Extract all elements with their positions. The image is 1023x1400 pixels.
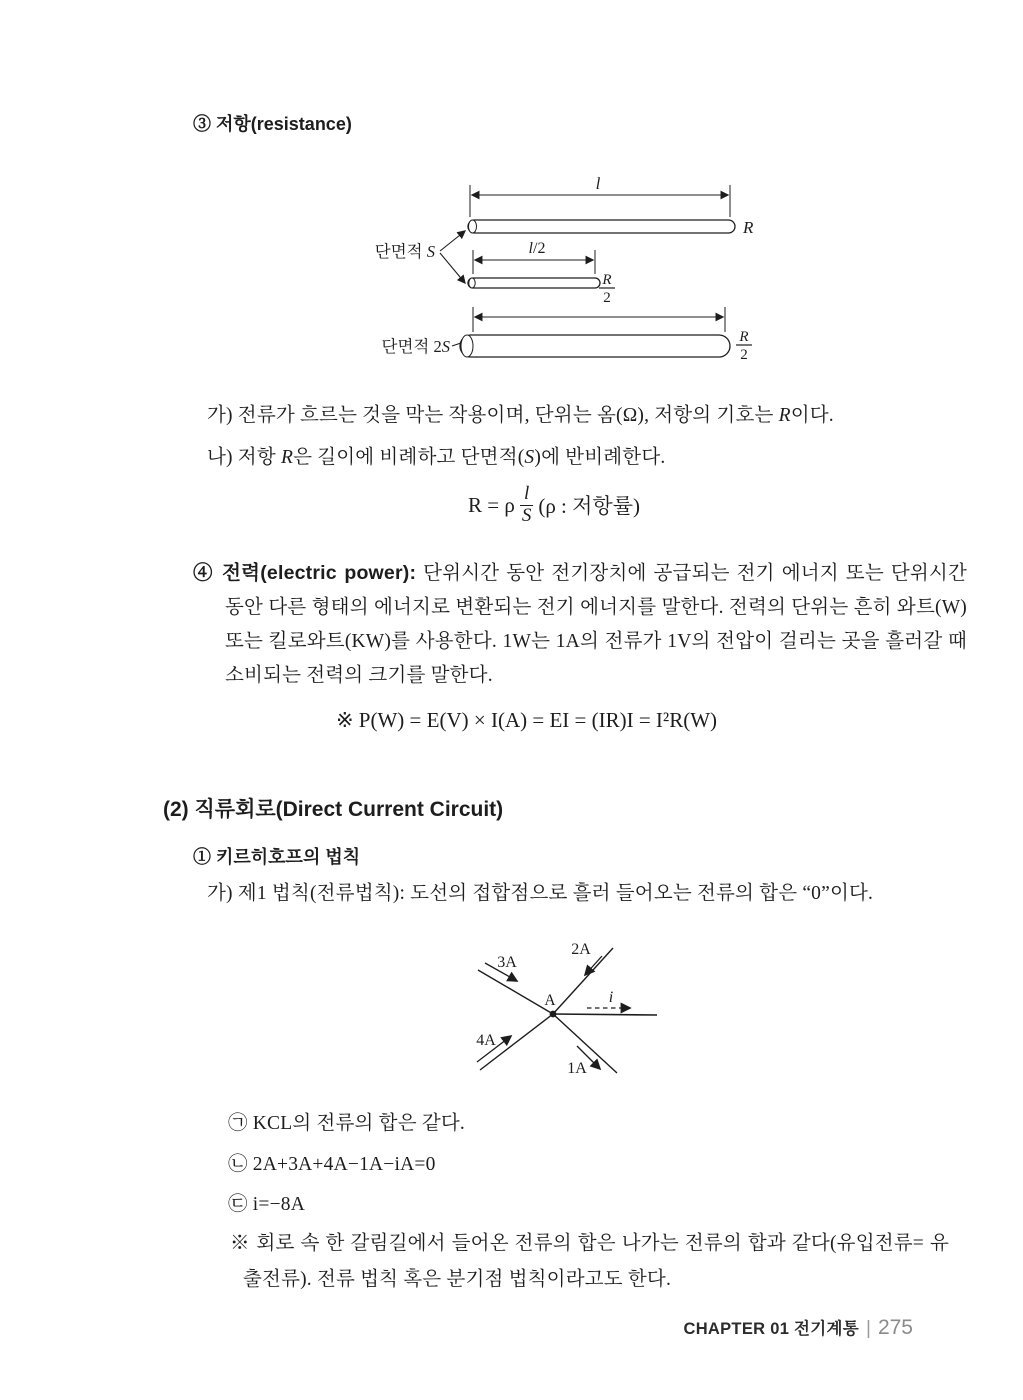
power-paragraph <box>193 556 967 693</box>
label-2A: 2A <box>571 941 591 958</box>
label-4A: 4A <box>476 1032 496 1049</box>
resistance-heading: ③ 저항(resistance) <box>193 114 352 134</box>
footer-page-number: 275 <box>877 1316 913 1339</box>
kcl-item-1: ㉠ KCL의 전류의 합은 같다. <box>228 1113 465 1134</box>
text-fragment: 나) 저항 <box>207 447 281 468</box>
svg-text:R: R <box>602 272 612 288</box>
kcl-item-3: ㉢ i=−8A <box>228 1194 306 1215</box>
wire-3A <box>478 970 553 1014</box>
area-s-text: 단면적 S <box>374 242 435 261</box>
resistance-R-label: R <box>743 218 754 237</box>
footer-separator: | <box>866 1318 871 1339</box>
page-footer <box>683 1315 913 1340</box>
var-R: R <box>280 447 294 468</box>
kirchhoff-heading: ① 키르히호프의 법칙 <box>193 847 361 867</box>
dimension-l <box>470 174 730 217</box>
resistance-note-na <box>207 444 665 472</box>
text-fragment: 이다. <box>790 405 834 426</box>
formula-note: (ρ : 저항률) <box>538 494 640 519</box>
resistance-figure <box>355 172 775 367</box>
fraction-denominator: S <box>521 504 532 526</box>
resistance-note-ga <box>207 402 834 430</box>
kirchhoff-law1: 가) 제1 법칙(전류법칙): 도선의 접합점으로 흘러 들어오는 전류의 합은 “0”이다. <box>207 883 874 904</box>
footer-chapter: CHAPTER 01 전기계통 <box>683 1320 860 1338</box>
text-fragment: 가) 전류가 흐르는 것을 막는 작용이며, 단위는 옴(Ω), 저항의 기호는 <box>207 405 779 426</box>
power-body: 단위시간 동안 전기장치에 공급되는 전기 에너지 또는 단위시간 동안 다른 형태의 에너지로 변환되는 전기 에너지를 말한다. 전력의 단위는 흔히 와트(W) 또는 킬로와트(KW)를 사용한다. 1W는 1A의 전류가 1V의 전압이 걸리는 곳을 흘러갈 때 소비되는 전력의 크기를 말한다. <box>225 563 968 686</box>
fraction-numerator: l <box>523 483 530 504</box>
dimension-l-half <box>473 240 595 274</box>
node-A-dot <box>550 1011 557 1018</box>
resistance-formula <box>0 484 1023 527</box>
kcl-note: ※ 회로 속 한 갈림길에서 들어온 전류의 합은 나가는 전류의 합과 같다(유입전류= 유출전류). 전류 법칙 혹은 분기점 법칙이라고도 한다. <box>230 1233 949 1290</box>
var-S: S <box>524 447 535 468</box>
formula-lhs: R = ρ <box>467 492 515 517</box>
power-formula <box>0 708 1023 733</box>
area-2s-text: 단면적 2S <box>381 337 450 356</box>
power-lead: ④ 전력(electric power): <box>193 562 417 584</box>
dc-circuit-heading: (2) 직류회로(Direct Current Circuit) <box>163 798 504 821</box>
label-current-i: i <box>608 989 614 1006</box>
length-l-half-label: l/2 <box>528 240 546 257</box>
power-formula-text: ※ P(W) = E(V) × I(A) = EI = (IR)I = I²R(W) <box>335 708 718 732</box>
var-R: R <box>778 405 791 426</box>
text-fragment: 은 길이에 비례하고 단면적( <box>293 447 525 468</box>
kcl-node-figure <box>455 930 665 1090</box>
arrow-2A <box>585 956 602 975</box>
fraction-l-over-S <box>520 484 534 527</box>
resistance-R-half-label <box>599 272 615 306</box>
kcl-item-2: ㉡ 2A+3A+4A−1A−iA=0 <box>228 1154 436 1175</box>
wire-half-length <box>468 272 615 306</box>
length-l-label: l <box>595 174 601 193</box>
resistance-R-half-label-2 <box>736 329 752 363</box>
wire-double-section <box>382 329 752 363</box>
svg-text:R: R <box>739 329 749 345</box>
text-fragment: )에 반비례한다. <box>534 447 666 468</box>
label-node-A: A <box>544 992 556 1009</box>
cross-section-S-label <box>375 231 465 283</box>
svg-text:2: 2 <box>603 290 611 306</box>
dimension-bottom <box>473 307 725 332</box>
label-3A: 3A <box>497 954 517 971</box>
wire-i <box>553 1014 657 1015</box>
wire-full-length <box>468 218 754 237</box>
label-1A: 1A <box>567 1060 587 1077</box>
svg-text:2: 2 <box>740 347 748 363</box>
